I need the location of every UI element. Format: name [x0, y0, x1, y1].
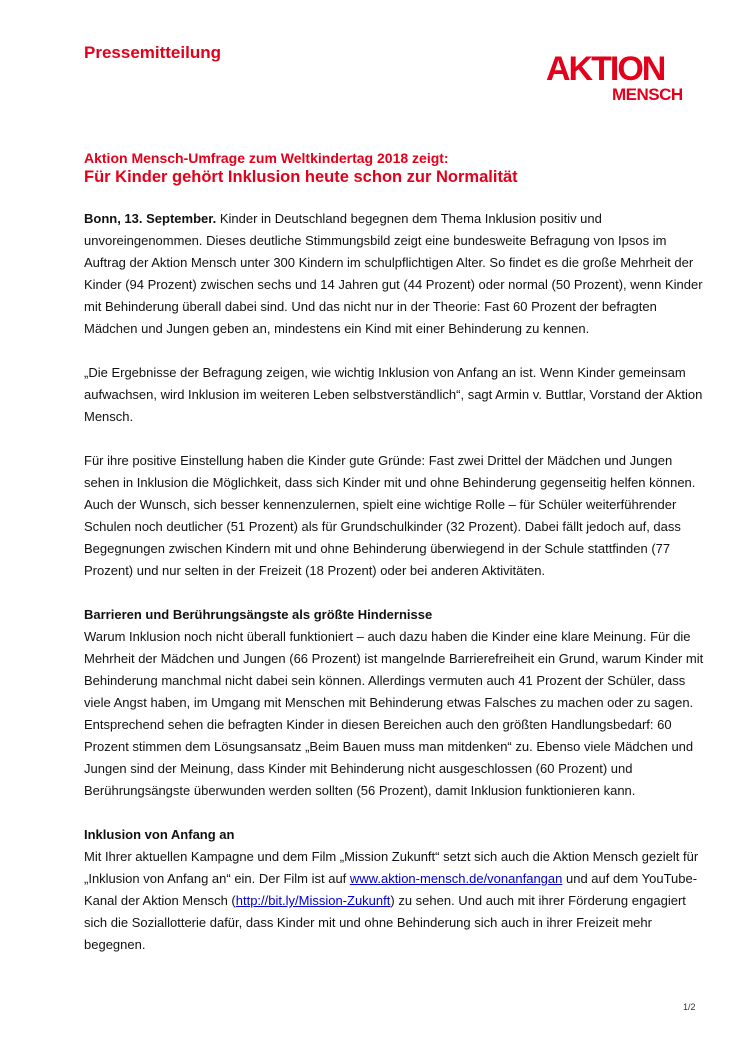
section-barrieren — [84, 604, 704, 802]
dateline: Bonn, 13. September. — [84, 211, 217, 226]
paragraph-4: Warum Inklusion noch nicht überall funktioniert – auch dazu haben die Kinder eine klare Meinung. Für die Mehrheit der Mädchen und Jungen (66 Prozent) ist mangelnde Barrierefreiheit ein Grund, warum Kinder mit Behinderung manchmal nicht dabei sein können. Allerdings vermuten auch 41 Prozent der Schüler, dass viele Angst haben, im Umgang mit Menschen mit Behinderung etwas Falsches zu machen oder zu sagen. Entsprechend sehen die befragten Kinder in diesen Bereichen auch den größten Handlungsbedarf: 60 Prozent stimmen dem Lösungsansatz „Beim Bauen muss man mitdenken“ zu. Ebenso viele Mädchen und Jungen sind der Meinung, dass Kinder mit Behinderung nicht ausgeschlossen (60 Prozent) und Berührungsängste überwunden werden sollten (56 Prozent), damit Inklusion funktionieren kann. — [84, 629, 704, 798]
headline-pre: Aktion Mensch-Umfrage zum Weltkindertag 2018 zeigt: — [84, 150, 449, 166]
paragraph-3: Für ihre positive Einstellung haben die Kinder gute Gründe: Fast zwei Drittel der Mädchen und Jungen sehen in Inklusion die Möglichkeit, dass sich Kinder mit und ohne Behinderung gegenseitig helfen können. Auch der Wunsch, sich besser kennenzulernen, spielt eine wichtige Rolle – für Schüler weiterführender Schulen noch deutlicher (51 Prozent) als für Grundschulkinder (32 Prozent). Dabei fällt jedoch auf, dass Begegnungen zwischen Kindern mit und ohne Behinderung überwiegend in der Schule stattfinden (77 Prozent) und nur selten in der Freizeit (18 Prozent) oder bei anderen Aktivitäten. — [84, 453, 696, 578]
paragraph-5-b: und auf dem YouTube-Kanal der Aktion Mensch ( — [84, 871, 698, 908]
paragraph-2: „Die Ergebnisse der Befragung zeigen, wie wichtig Inklusion von Anfang an ist. Wenn Kinder gemeinsam aufwachsen, wird Inklusion im weiteren Leben selbstverständlich“, sagt Armin v. Buttlar, Vorstand der Aktion Mensch. — [84, 365, 703, 424]
link-aktion-mensch[interactable]: www.aktion-mensch.de/vonanfangan — [349, 871, 563, 886]
section-inklusion — [84, 824, 704, 956]
subheading-barrieren: Barrieren und Berührungsängste als größte Hindernisse — [84, 607, 433, 622]
paragraph-5-c: ) zu sehen. Und auch mit ihrer Förderung engagiert sich die Soziallotterie dafür, dass Kinder mit und ohne Behinderung sich auch in ihrer Freizeit mehr begegnen. — [84, 893, 686, 952]
headline — [84, 149, 694, 187]
headline-main: Für Kinder gehört Inklusion heute schon zur Normalität — [84, 168, 518, 186]
paragraph-1 — [84, 208, 704, 340]
paragraph-1-text: Kinder in Deutschland begegnen dem Thema Inklusion positiv und unvoreingenommen. Dieses deutliche Stimmungsbild zeigt eine bundesweite Befragung von Ipsos im Auftrag der Aktion Mensch unter 300 Kindern im schulpflichtigen Alter. So findet es die große Mehrheit der Kinder (94 Prozent) zwischen sechs und 14 Jahren gut (44 Prozent) oder normal (50 Prozent), wenn Kinder mit Behinderung überall dabei sind. Und das nicht nur in der Theorie: Fast 60 Prozent der befragten Mädchen und Jungen geben an, mindestens ein Kind mit einer Behinderung zu kennen. — [84, 211, 703, 336]
link-mission-zukunft[interactable]: http://bit.ly/Mission-Zukunft — [235, 893, 391, 908]
article-body — [84, 208, 704, 978]
subheading-inklusion: Inklusion von Anfang an — [84, 827, 235, 842]
aktion-mensch-logo — [546, 52, 702, 108]
logo-word-aktion: AKTION — [546, 50, 665, 88]
page-number: 1/2 — [683, 1002, 696, 1012]
page-label: Pressemitteilung — [84, 43, 221, 62]
paragraph-5-a: Mit Ihrer aktuellen Kampagne und dem Film „Mission Zukunft“ setzt sich auch die Aktion Mensch gezielt für „Inklusion von Anfang an“ ein. Der Film ist auf — [84, 849, 699, 886]
logo-word-mensch: MENSCH — [612, 85, 683, 104]
